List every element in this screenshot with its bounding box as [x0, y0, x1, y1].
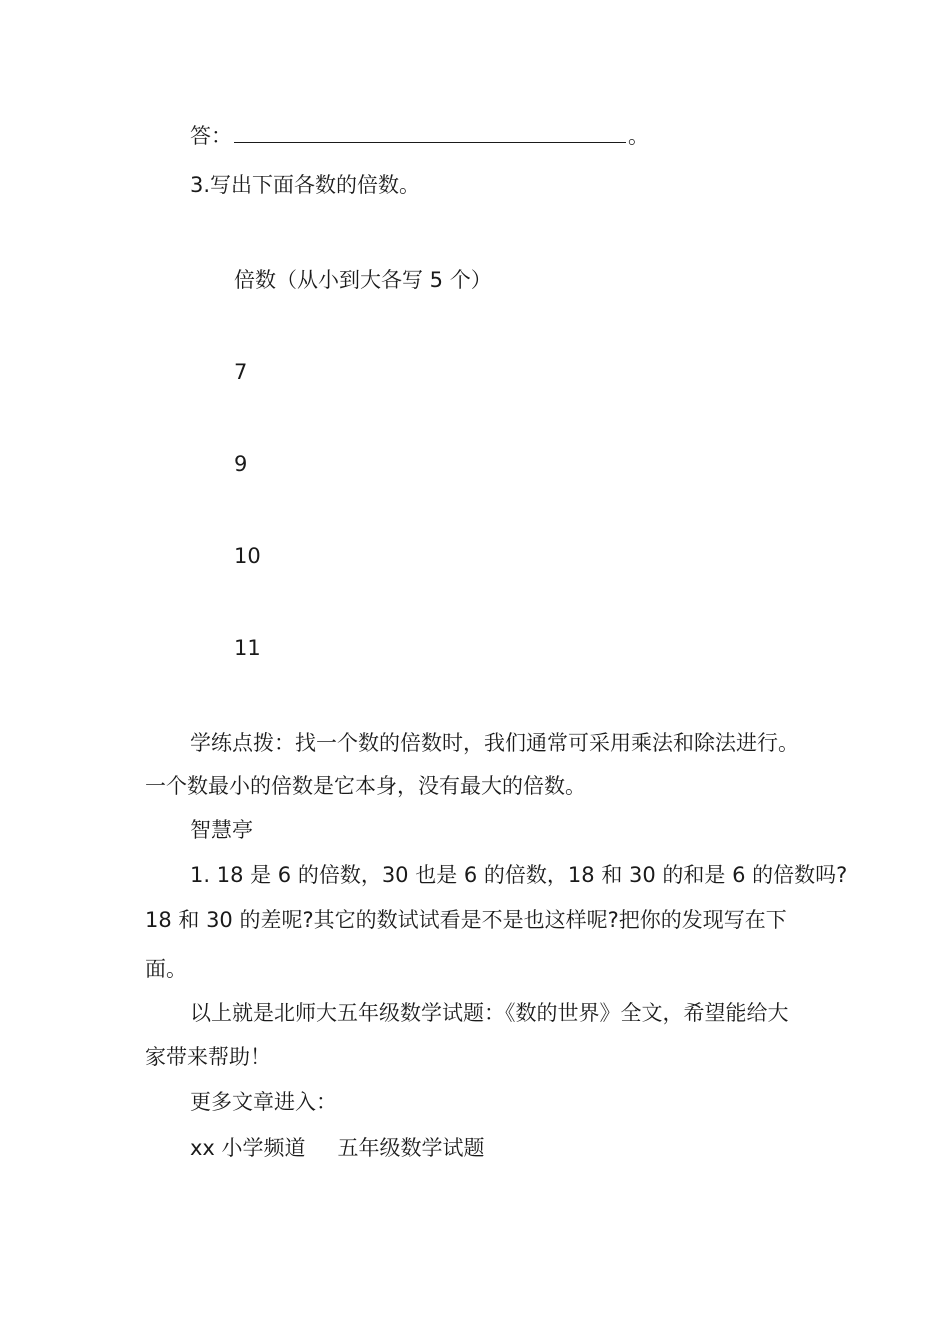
- multiples-row-number: 7: [234, 360, 248, 384]
- wisdom-question-line-3: 面。: [145, 957, 187, 981]
- multiples-table-header: 倍数（从小到大各写 5 个）: [234, 268, 492, 292]
- multiples-row-number: 11: [234, 636, 261, 660]
- more-articles-links: [190, 1133, 485, 1163]
- wisdom-question-line-1: 1. 18 是 6 的倍数，30 也是 6 的倍数，18 和 30 的和是 6 的倍数吗?: [190, 863, 848, 887]
- wisdom-question-line-2: 18 和 30 的差呢?其它的数试试看是不是也这样呢?把你的发现写在下: [145, 908, 787, 932]
- tip-line-2: 一个数最小的倍数是它本身，没有最大的倍数。: [145, 774, 586, 798]
- more-articles-label: 更多文章进入：: [190, 1090, 337, 1114]
- wisdom-heading: 智慧亭: [190, 818, 253, 842]
- answer-blank[interactable]: [234, 122, 626, 143]
- answer-line: [190, 121, 649, 151]
- closing-line-1: 以上就是北师大五年级数学试题：《数的世界》全文，希望能给大: [190, 1001, 789, 1025]
- multiples-row-number: 9: [234, 452, 248, 476]
- answer-label: 答：: [190, 124, 232, 148]
- closing-line-2: 家带来帮助！: [145, 1045, 271, 1069]
- link-primary-channel[interactable]: xx 小学频道: [190, 1136, 306, 1160]
- link-grade5-math-tests[interactable]: 五年级数学试题: [337, 1136, 485, 1160]
- tip-line-1: 学练点拨：找一个数的倍数时，我们通常可采用乘法和除法进行。: [190, 731, 799, 755]
- question-3-title: 3.写出下面各数的倍数。: [190, 173, 421, 197]
- multiples-row-number: 10: [234, 544, 261, 568]
- answer-end: 。: [628, 124, 649, 148]
